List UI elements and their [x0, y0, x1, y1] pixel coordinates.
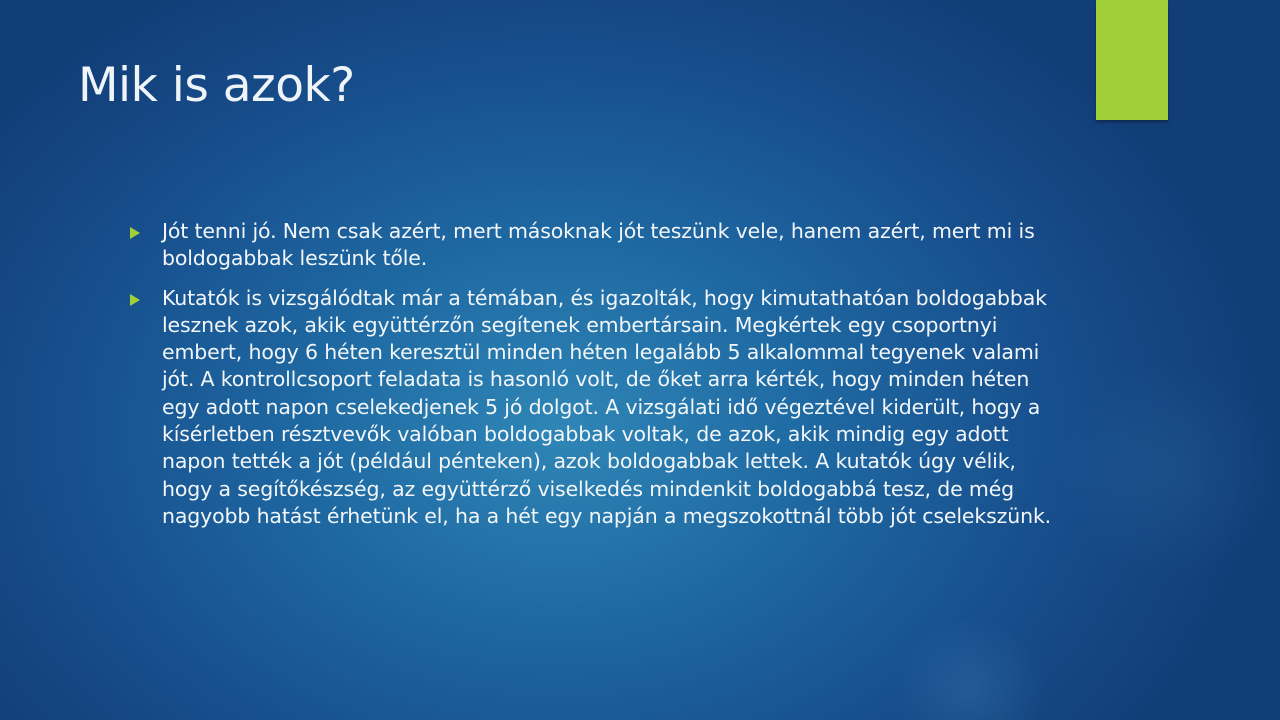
bullet-item — [126, 285, 1056, 531]
slide-title: Mik is azok? — [78, 58, 355, 113]
accent-bar — [1096, 0, 1168, 120]
triangle-right-icon — [130, 294, 140, 306]
bullet-list — [126, 218, 1056, 542]
background-glow — [890, 620, 1050, 720]
bullet-text: Jót tenni jó. Nem csak azért, mert másoknak jót teszünk vele, hanem azért, mert mi is boldogabbak leszünk tőle. — [162, 219, 1035, 271]
bullet-item — [126, 218, 1056, 273]
background-glow — [1060, 360, 1280, 580]
triangle-right-icon — [130, 227, 140, 239]
bullet-text: Kutatók is vizsgálódtak már a témában, és igazolták, hogy kimutathatóan boldogabbak lesznek azok, akik együttérzőn segítenek embertársain. Megkértek egy csoportnyi embert, hogy 6 héten keresztül minden héten legalább 5 alkalommal tegyenek valami jót. A kontrollcsoport feladata is hasonló volt, de őket arra kérték, hogy minden héten egy adott napon cselekedjenek 5 jó dolgot. A vizsgálati idő végeztével kiderült, hogy a kísérletben résztvevők valóban boldogabbak voltak, de azok, akik mindig egy adott napon tették a jót (például pénteken), azok boldogabbak lettek. A kutatók úgy vélik, hogy a segítőkészség, az együttérző viselkedés mindenkit boldogabbá tesz, de még nagyobb hatást érhetünk el, ha a hét egy napján a megszokottnál több jót cselekszünk. — [162, 285, 1052, 528]
